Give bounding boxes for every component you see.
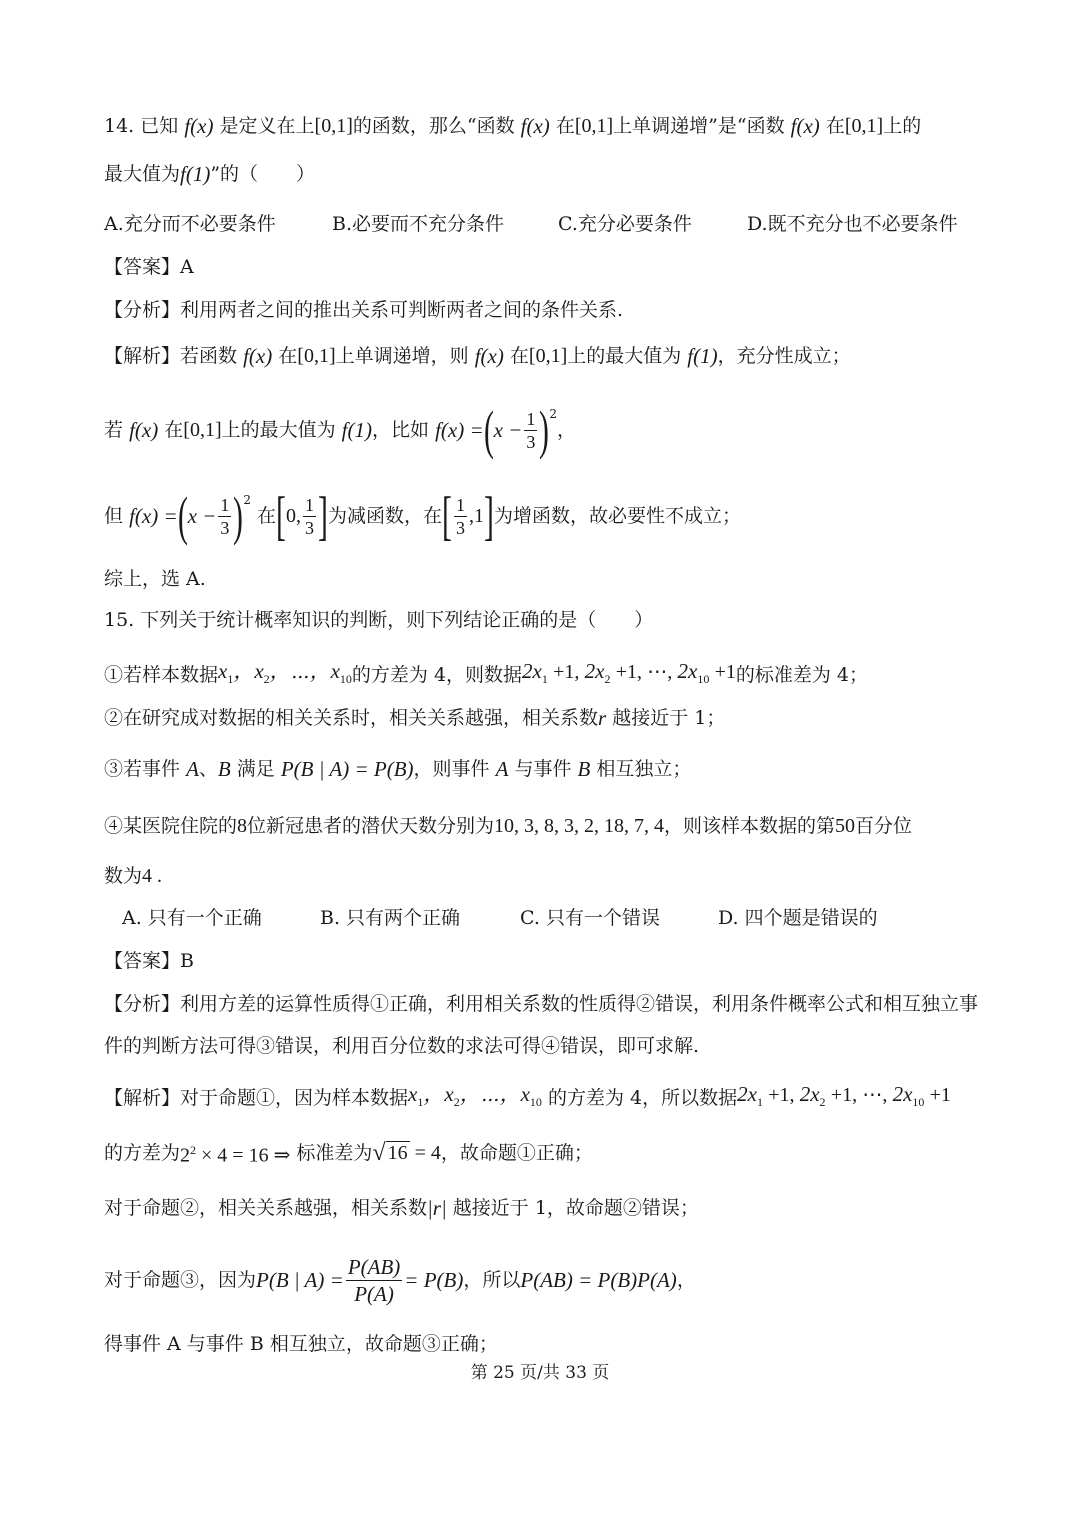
q15-option-b[interactable]: B. 只有两个正确	[320, 907, 461, 929]
q14-solution-line3: 但 f(x) = ( x − $\frac{1}{3}$ ) $^2$ 在 [ 0, $\frac{1}{3}$ ] 为减函数，在 [ $\frac{1}{3}$ ,1 ] 为增函数，故必要性不成立；	[104, 486, 742, 546]
conditional-probability-fraction: $\frac{P(AB)}{P(A)}$	[347, 1254, 401, 1306]
q14-analysis: 【分析】 利用两者之间的推出关系可判断两者之间的条件关系.	[104, 299, 624, 321]
q14-solution-line2: 若 f(x) 在 [0,1] 上的最大值为 f(1) ，比如 f(x) = ( x − $\frac{1}{3}$ ) $^2$ ，	[104, 400, 576, 460]
q14-conclusion: 综上，选 A.	[104, 568, 206, 590]
fraction-one-third: $\frac{1}{3}$	[526, 408, 536, 452]
q14-options	[104, 210, 980, 238]
example-function: f(x) =	[435, 418, 484, 442]
q15-statement-3: ③若事件 A 、 B 满足 P(B | A) = P(B) ，则事件 A 与事件 B 相互独立；	[104, 757, 692, 781]
q15-solution-line1: 【解析】 对于命题①，因为样本数据 $x_1$，$x_2$，⋯，$x_{10}$ 的方差为 4，所以数据 $2x_1 +1$, $2x_2 +1$, ⋯, $2x_{10} +1$	[104, 1082, 951, 1110]
page-footer: 第 25 页/共 33 页	[470, 1363, 610, 1383]
q15-statement-2: ②在研究成对数据的相关关系时，相关关系越强，相关系数 r 越接近于 1；	[104, 706, 726, 730]
q15-solution-line3: 对于命题②，相关关系越强，相关系数 |r| 越接近于 1，故命题②错误；	[104, 1196, 699, 1220]
sqrt-16: √ 16	[372, 1139, 408, 1166]
q14-solution-line1: 【解析】 若函数 f(x) 在 [0,1] 上单调递增，则 f(x) 在 [0,1] 上的最大值为 f(1) ，充分性成立；	[104, 344, 851, 368]
q15-option-c[interactable]: C. 只有一个错误	[520, 907, 660, 929]
q15-statement-4-line2: 数为 4 .	[104, 865, 163, 887]
q15-stem: 15. 下列关于统计概率知识的判断，则下列结论正确的是（ ）	[104, 609, 654, 631]
q15-statement-1: ①若样本数据 $x_1$，$x_2$，⋯，$x_{10}$ 的方差为 4，则数据 $2x_1 +1$, $2x_2 +1$, ⋯, $2x_{10} +1$ 的标准差为 4；	[104, 659, 869, 687]
q15-analysis-line1: 【分析】 利用方差的运算性质得①正确，利用相关系数的性质得②错误，利用条件概率公式和相互独立事	[104, 993, 979, 1015]
q15-solution-line2: 的方差为 $2^2 \times 4 = 16$ ⇒ 标准差为 √ 16 = 4 ，故命题①正确；	[104, 1139, 593, 1167]
q15-option-d[interactable]: D. 四个题是错误的	[718, 907, 878, 929]
q15-option-a[interactable]: A. 只有一个正确	[122, 907, 262, 929]
q14-stem-line2: 最大值为 f(1) ”的（ ）	[104, 162, 316, 186]
q14-option-d[interactable]: D.既不充分也不必要条件	[747, 213, 958, 235]
q15-analysis-line2: 件的判断方法可得③错误，利用百分位数的求法可得④错误，即可求解.	[104, 1035, 700, 1057]
q14-answer: 【答案】A	[104, 256, 194, 278]
q15-solution-line5: 得事件 A 与事件 B 相互独立，故命题③正确；	[104, 1333, 498, 1355]
q15-answer: 【答案】B	[104, 950, 194, 972]
q15-options	[104, 904, 980, 932]
q14-option-a[interactable]: A.充分而不必要条件	[104, 213, 276, 235]
q14-stem-line1: 14. 已知 f(x) 是定义在上 [0,1] 的函数，那么“函数 f(x) 在 [0,1] 上单调递增”是“函数 f(x) 在 [0,1] 上的	[104, 114, 922, 138]
q14-option-c[interactable]: C.充分必要条件	[558, 213, 692, 235]
q14-option-b[interactable]: B.必要而不充分条件	[332, 213, 505, 235]
q15-statement-4-line1: ④某医院住院的 8 位新冠患者的潜伏天数分别为 10, 3, 8, 3, 2, 18, 7, 4 ，则该样本数据的第 50 百分位	[104, 815, 913, 837]
q15-solution-line4: 对于命题③，因为 P(B | A) = $\frac{P(AB)}{P(A)}$ = P(B) ，所以 P(AB) = P(B)P(A) ，	[104, 1254, 696, 1306]
